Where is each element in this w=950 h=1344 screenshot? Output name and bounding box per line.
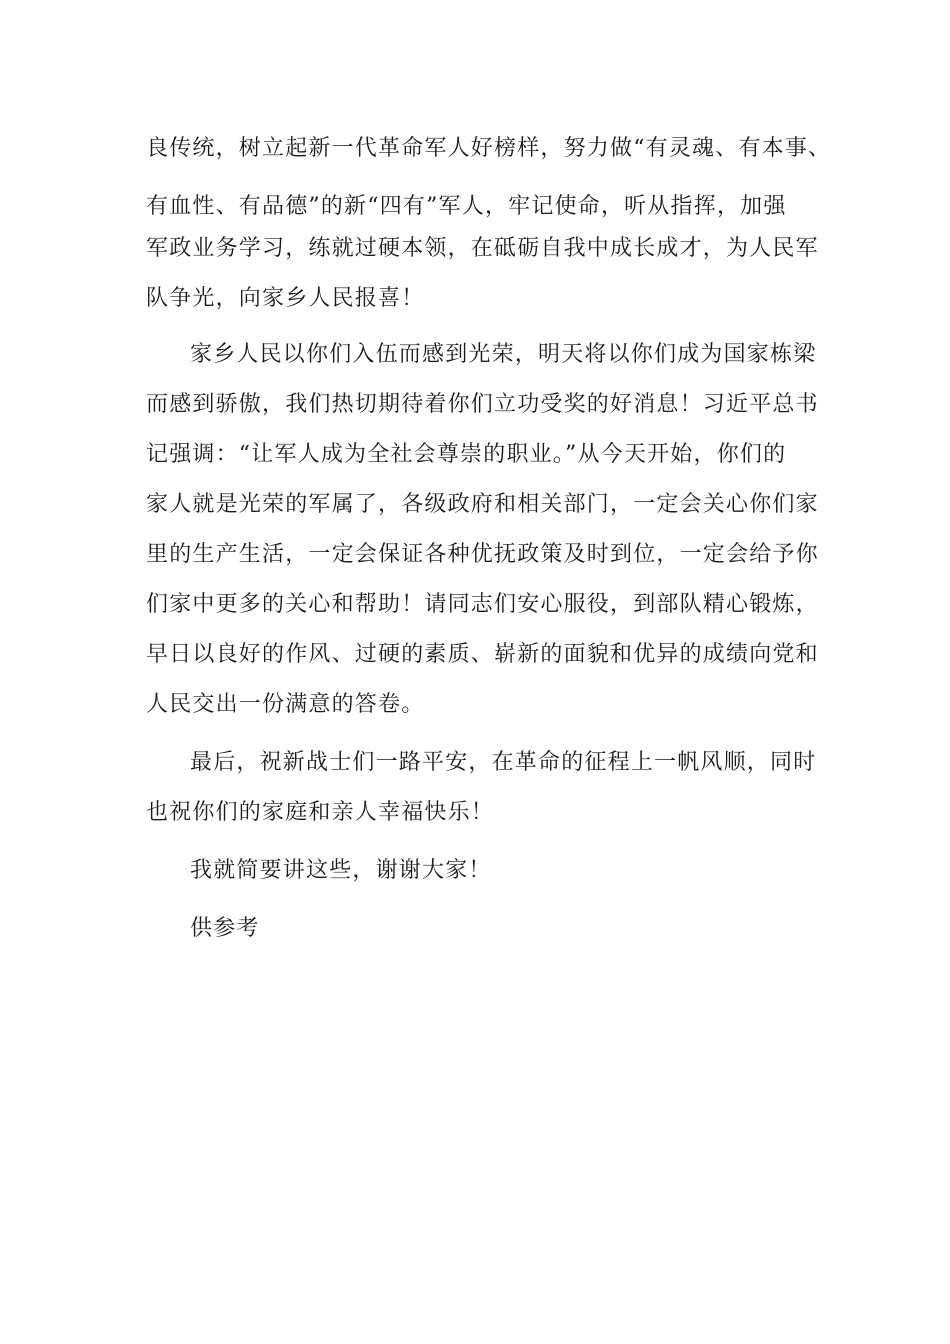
paragraph-1-line-4: 队争光，向家乡人民报喜！ [146,286,425,311]
paragraph-3-line-2: 也祝你们的家庭和亲人幸福快乐！ [146,800,495,825]
paragraph-2-line-1: 家乡人民以你们入伍而感到光荣，明天将以你们成为国家栋梁 [190,342,817,367]
paragraph-2-line-8: 人民交出一份满意的答卷。 [146,692,425,717]
paragraph-2-line-2: 而感到骄傲，我们热切期待着你们立功受奖的好消息！习近平总书 [146,392,819,417]
paragraph-1-line-3: 军政业务学习，练就过硬本领，在砥砺自我中成长成才，为人民军 [146,236,819,261]
paragraph-2-line-3: 记强调：“让军人成为全社会尊崇的职业。”从今天开始，你们的 [146,442,787,467]
paragraph-2-line-5: 里的生产生活，一定会保证各种优抚政策及时到位，一定会给予你 [146,542,819,567]
paragraph-2-line-7: 早日以良好的作风、过硬的素质、崭新的面貌和优异的成绩向党和 [146,642,819,667]
paragraph-3-line-1: 最后，祝新战士们一路平安，在革命的征程上一帆风顺，同时 [190,750,817,775]
paragraph-4-line-1: 我就简要讲这些，谢谢大家！ [190,858,492,883]
paragraph-1-line-2: 有血性、有品德”的新“四有”军人，牢记使命，听从指挥，加强 [146,194,787,219]
paragraph-2-line-4: 家人就是光荣的军属了，各级政府和相关部门，一定会关心你们家 [146,492,819,517]
paragraph-1-line-1: 良传统，树立起新一代革命军人好榜样，努力做“有灵魂、有本事、 [146,136,832,161]
paragraph-2-line-6: 们家中更多的关心和帮助！请同志们安心服役，到部队精心锻炼， [146,592,819,617]
paragraph-5-line-1: 供参考 [190,916,260,941]
